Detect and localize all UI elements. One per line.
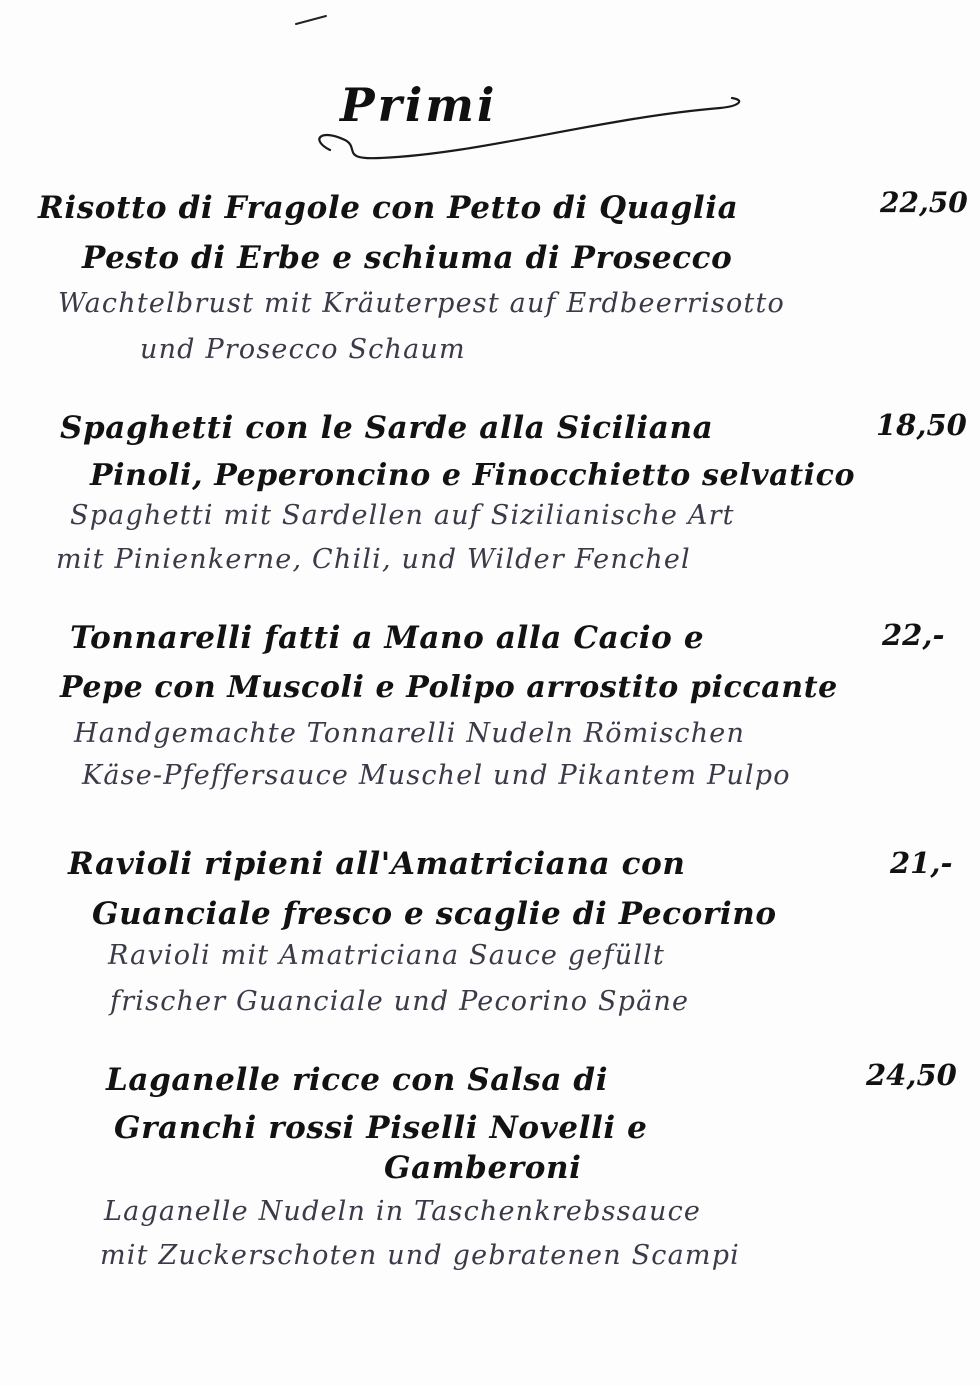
dish-price: 24,50 <box>866 1058 957 1092</box>
dish-name-line-1: Tonnarelli fatti a Mano alla Cacio e <box>70 620 705 656</box>
dish-translation-line-2: mit Pinienkerne, Chili, und Wilder Fenchel <box>56 544 691 575</box>
dish-translation-line-2: und Prosecco Schaum <box>140 334 466 365</box>
dish-price: 21,- <box>890 846 953 880</box>
dish-translation-line-2: mit Zuckerschoten und gebratenen Scampi <box>100 1240 741 1271</box>
dish-name-line-2: Pepe con Muscoli e Polipo arrostito piccante <box>60 670 838 705</box>
dish-name-line-2: Guanciale fresco e scaglie di Pecorino <box>92 896 777 932</box>
title-flourish-icon <box>300 88 750 178</box>
dish-name-line-1: Ravioli ripieni all'Amatriciana con <box>68 846 686 882</box>
dish-translation-line-1: Laganelle Nudeln in Taschenkrebssauce <box>104 1196 702 1227</box>
dish-name-line-1: Laganelle ricce con Salsa di <box>106 1062 609 1098</box>
dish-price: 22,- <box>882 618 945 652</box>
dish-name-line-3: Gamberoni <box>384 1150 582 1186</box>
dish-translation-line-1: Ravioli mit Amatriciana Sauce gefüllt <box>108 940 666 971</box>
dish-name-line-2: Pesto di Erbe e schiuma di Prosecco <box>82 240 733 276</box>
dish-name-line-1: Risotto di Fragole con Petto di Quaglia <box>38 190 739 226</box>
dish-price: 18,50 <box>876 408 967 442</box>
dish-translation-line-2: Käse-Pfeffersauce Muschel und Pikantem Pulpo <box>82 760 791 791</box>
dish-translation-line-1: Spaghetti mit Sardellen auf Sizilianische Art <box>70 500 735 531</box>
dish-translation-line-2: frischer Guanciale und Pecorino Späne <box>110 986 690 1017</box>
dish-name-line-2: Granchi rossi Piselli Novelli e <box>114 1110 648 1146</box>
dish-price: 22,50 <box>880 186 968 219</box>
pen-mark-icon <box>292 10 332 30</box>
dish-translation-line-1: Wachtelbrust mit Kräuterpest auf Erdbeerrisotto <box>58 288 785 319</box>
dish-translation-line-1: Handgemachte Tonnarelli Nudeln Römischen <box>74 718 746 749</box>
dish-name-line-2: Pinoli, Peperoncino e Finocchietto selvatico <box>90 458 856 493</box>
menu-title: Primi <box>340 78 498 132</box>
dish-name-line-1: Spaghetti con le Sarde alla Siciliana <box>60 410 714 446</box>
